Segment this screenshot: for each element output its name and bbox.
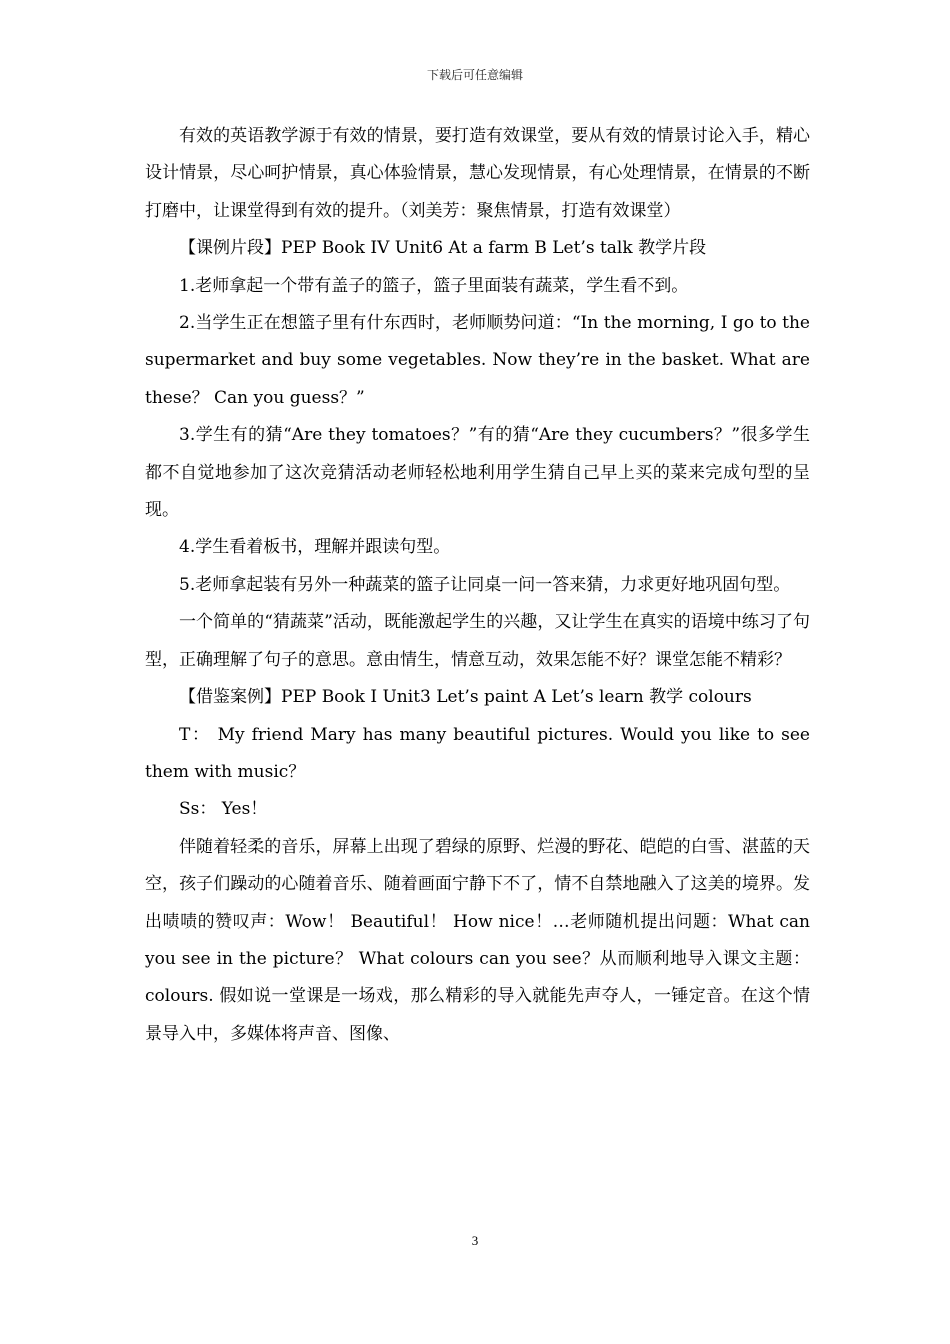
paragraph-lesson-title: 【课例片段】PEP Book IV Unit6 At a farm B Let’s talk 教学片段 — [179, 238, 707, 259]
paragraph-intro: 有效的英语教学源于有效的情景，要打造有效课堂，要从有效的情景讨论入手，精心设计情景，尽心呵护情景，真心体验情景，慧心发现情景，有心处理情景，在情景的不断打磨中，让课堂得到有效的提升。（刘美芳：聚焦情景，打造有效课堂） — [145, 126, 810, 221]
paragraph-summary: 一个简单的“猜蔬菜”活动，既能激起学生的兴趣，又让学生在真实的语境中练习了句型，正确理解了句子的意思。意由情生，情意互动，效果怎能不好？课堂怎能不精彩？ — [145, 612, 810, 670]
paragraph-step-5: 5.老师拿起装有另外一种蔬菜的篮子让同桌一问一答来猜，力求更好地巩固句型。 — [179, 574, 791, 595]
document-body — [145, 118, 810, 1053]
paragraph-case-title: 【借鉴案例】PEP Book I Unit3 Let’s paint A Let’s learn 教学 colours — [179, 687, 752, 708]
paragraph-step-3: 3.学生有的猜“Are they tomatoes？”有的猜“Are they cucumbers？”很多学生都不自觉地参加了这次竞猜活动老师轻松地利用学生猜自己早上买的菜来完成句型的呈现。 — [145, 425, 810, 521]
page-number: 3 — [471, 1233, 479, 1248]
page-header: 下载后可任意编辑 — [426, 68, 523, 82]
paragraph-teacher-line: T： My friend Mary has many beautiful pictures. Would you like to see them with music？ — [145, 724, 810, 782]
paragraph-step-2: 2.当学生正在想篮子里有什东西时，老师顺势问道：“In the morning, I go to the supermarket and buy some vegetables. Now they’re in the basket. What are these？ Can you guess？” — [145, 313, 810, 408]
paragraph-students-line: Ss： Yes！ — [179, 799, 268, 820]
paragraph-step-1: 1.老师拿起一个带有盖子的篮子，篮子里面装有蔬菜，学生看不到。 — [179, 275, 689, 296]
paragraph-step-4: 4.学生看着板书，理解并跟读句型。 — [179, 537, 451, 558]
paragraph-description: 伴随着轻柔的音乐，屏幕上出现了碧绿的原野、烂漫的野花、皑皑的白雪、湛蓝的天空，孩子们躁动的心随着音乐、随着画面宁静下不了，情不自禁地融入了这美的境界。发出啧啧的赞叹声：Wow！ Beautiful！ How nice！…老师随机提出问题：What can you see in the picture？ What colours can you see？从而顺利地导入课文主题：colours. 假如说一堂课是一场戏，那么精彩的导入就能先声夺人，一锤定音。在这个情景导入中，多媒体将声音、图像、 — [145, 836, 810, 1044]
